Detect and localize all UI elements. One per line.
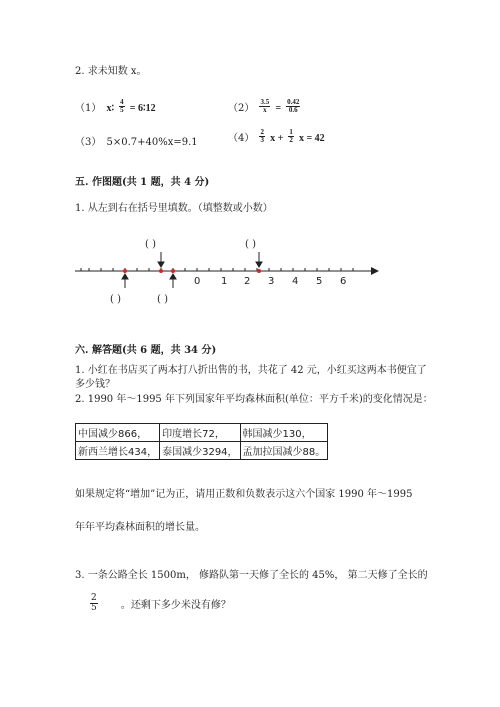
fraction-denominator: 5 bbox=[120, 106, 124, 114]
fraction-denominator: 5 bbox=[91, 603, 97, 613]
question-3-line-2 bbox=[90, 593, 231, 613]
answer-blank-top[interactable]: ( ) bbox=[145, 239, 156, 250]
equation-label: （4） bbox=[228, 133, 255, 144]
question-2-line-1: 2. 1990 年～1995 年下列国家年平均森林面积(单位：平方千米)的变化情况是： bbox=[75, 394, 433, 405]
table-cell: 泰国减少3294， bbox=[160, 442, 240, 460]
equation-label: （1） bbox=[75, 103, 102, 114]
fraction-denominator: x bbox=[263, 106, 267, 114]
number-line-tick-label: 3 bbox=[268, 276, 275, 287]
fraction bbox=[286, 99, 300, 114]
table-cell: 印度增长72， bbox=[160, 424, 240, 442]
equation-middle: x + bbox=[270, 133, 284, 144]
fraction-numerator: 2 bbox=[91, 593, 97, 603]
question-3-text: 。还剩下多少米没有修？ bbox=[120, 600, 231, 611]
section-6-title: 六. 解答题(共 6 题，共 34 分) bbox=[75, 345, 217, 356]
table-cell: 中国减少866， bbox=[76, 424, 160, 442]
fraction-denominator: 2 bbox=[289, 136, 293, 144]
equation-1 bbox=[75, 96, 156, 115]
table-cell: 新西兰增长434， bbox=[76, 442, 160, 460]
number-line-point bbox=[257, 269, 261, 273]
fraction-denominator: 3 bbox=[260, 136, 264, 144]
answer-blank-bottom[interactable]: ( ) bbox=[157, 294, 168, 305]
fraction-denominator: 0.6 bbox=[288, 106, 298, 114]
fraction bbox=[119, 99, 125, 114]
fraction-numerator: 3.5 bbox=[260, 98, 270, 106]
fraction bbox=[288, 129, 294, 144]
number-line-tick-label: 1 bbox=[221, 276, 228, 287]
answer-blank-top[interactable]: ( ) bbox=[245, 239, 256, 250]
fraction bbox=[259, 99, 270, 114]
question-1-line-2: 多少钱？ bbox=[75, 379, 115, 390]
equation-prefix: x∶ bbox=[106, 103, 115, 114]
table-cell: 孟加拉国减少88。 bbox=[240, 442, 328, 460]
fraction bbox=[259, 129, 265, 144]
fraction-numerator: 0.42 bbox=[287, 98, 300, 106]
number-line-arrowhead bbox=[371, 267, 379, 275]
number-line-point bbox=[159, 269, 163, 273]
equation-4 bbox=[228, 126, 325, 145]
equals-sign: = bbox=[275, 103, 282, 114]
question-3-line-1: 3. 一条公路全长 1500m， 修路队第一天修了全长的 45%， 第二天修了全长的 bbox=[75, 570, 428, 581]
number-line bbox=[75, 230, 385, 310]
fraction-numerator: 1 bbox=[289, 128, 293, 136]
section-5-title: 五. 作图题(共 1 题，共 4 分) bbox=[75, 177, 210, 188]
equation-suffix: = 6∶12 bbox=[129, 103, 156, 114]
number-line-point bbox=[171, 269, 175, 273]
number-line-tick-label: 0 bbox=[194, 276, 201, 287]
number-line-tick-label: 2 bbox=[244, 276, 251, 287]
equation-expression: 5×0.7+40%x=9.1 bbox=[106, 137, 198, 148]
equation-label: （3） bbox=[75, 137, 102, 148]
fraction bbox=[90, 594, 98, 613]
table-cell: 韩国减少130， bbox=[240, 424, 328, 442]
section-5-question: 1. 从左到右在括号里填数。（填整数或小数） bbox=[75, 203, 273, 214]
table-row bbox=[76, 442, 328, 460]
equation-label: （2） bbox=[228, 103, 255, 114]
number-line-tick-label: 6 bbox=[340, 276, 347, 287]
fraction-numerator: 4 bbox=[120, 98, 124, 106]
equation-tail: x = 42 bbox=[298, 133, 325, 144]
number-line-tick-label: 5 bbox=[316, 276, 323, 287]
fraction-numerator: 2 bbox=[260, 128, 264, 136]
number-line-point bbox=[123, 269, 127, 273]
question-2-line-3: 年年平均森林面积的增长量。 bbox=[75, 522, 205, 533]
question-2-line-2: 如果规定将“增加”记为正，请用正数和负数表示这六个国家 1990 年～1995 bbox=[75, 489, 413, 500]
question-1-line-1: 1. 小红在书店买了两本打八折出售的书，共花了 42 元，小红买这两本书便宜了 bbox=[75, 365, 427, 376]
table-row bbox=[76, 424, 328, 442]
q2-heading: 2. 求未知数 x。 bbox=[75, 66, 147, 77]
equation-2 bbox=[228, 96, 300, 115]
equation-3 bbox=[75, 130, 198, 149]
number-line-tick-label: 4 bbox=[292, 276, 299, 287]
forest-area-table bbox=[75, 423, 328, 460]
answer-blank-bottom[interactable]: ( ) bbox=[110, 294, 121, 305]
